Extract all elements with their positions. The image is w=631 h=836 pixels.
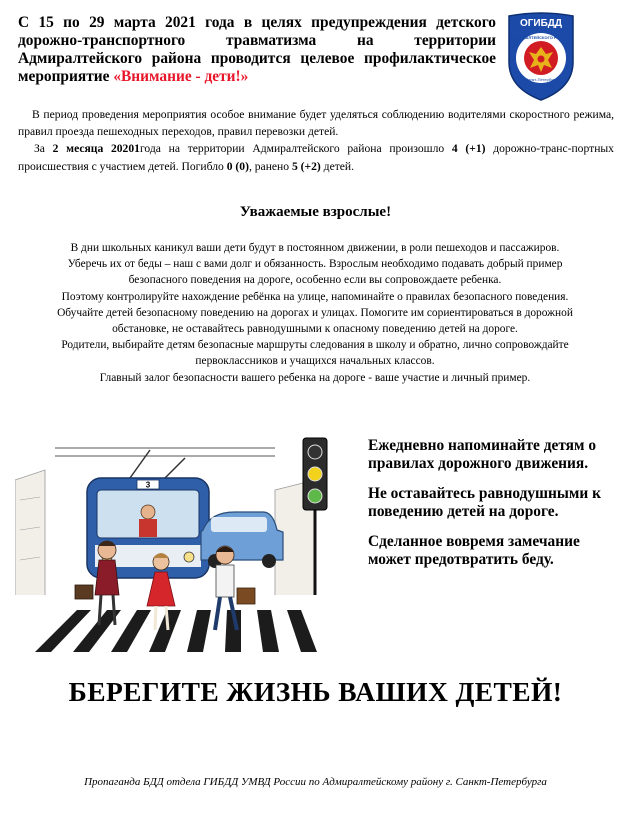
crosswalk-illustration [15,420,340,658]
section-heading: Уважаемые взрослые! [239,204,392,220]
stat-period: 2 месяца 20201 [52,142,140,156]
body-line: обстановке, не оставайтесь равнодушными к опасному поведению детей на дороге. [112,323,518,336]
emblem-city-text: Санкт-Петербург [525,77,557,82]
tip-3: Сделанное вовремя замечание может предотвратить беду. [368,533,580,568]
stat-text: дорожно-транс-портных происшествия с участием детей. Погибло [18,142,614,173]
body-line: первоклассников и учащихся начальных классов. [195,355,435,368]
body-text [14,240,616,386]
safety-tips [368,437,623,581]
intro-paragraph-1: В период проведения мероприятия особое внимание будет уделяться соблюдению водителями скоростного режима, правил проезда пешеходных переходов, правил перевозки детей. [18,108,614,139]
slogan: БЕРЕГИТЕ ЖИЗНЬ ВАШИХ ДЕТЕЙ! [68,676,563,707]
emblem-title: ОГИБДД [519,18,563,29]
intro-paragraph-2 [18,140,614,174]
intro-section [18,106,614,175]
body-line: Родители, выбирайте детям безопасные маршруты следования в школу и обратно, лично сопровождайте [61,339,569,352]
emblem-ring-text: АДМИРАЛТЕЙСКОГО РАЙОНА [511,35,571,40]
stat-accidents: 4 (+1) [451,142,486,156]
body-line: безопасного поведения на дороге, особенно если вы сопровождаете ребенка. [128,274,502,287]
stat-text: , ранено [248,159,292,173]
gibdd-emblem-icon [505,10,577,102]
footer-credit: Пропаганда БДД отдела ГИБДД УМВД России по Адмиралтейскому району г. Санкт-Петербурга [84,776,547,788]
bus-number: 3 [145,480,151,490]
body-line: Обучайте детей безопасному поведению на дорогах и улицах. Помогите им сориентироваться в дорожной [57,306,573,319]
campaign-name: «Внимание - дети!» [113,68,249,85]
body-line: В дни школьных каникул ваши дети будут в постоянном движении, в роли пешеходов и пассажиров. [70,242,560,254]
header-text: С 15 по 29 марта 2021 года в целях предупреждения детского дорожно-транспортного травматизма на территории Адмиралтейского района проводится целевое профилактическое мероприятие [18,14,496,85]
tip-1: Ежедневно напоминайте детям о правилах дорожного движения. [368,437,597,472]
body-line: Поэтому контролируйте нахождение ребёнка на улице, напоминайте о правилах безопасного поведения. [61,290,569,303]
tip-2: Не оставайтесь равнодушными к поведению детей на дороге. [368,485,602,520]
body-line: Главный залог безопасности вашего ребенка на дороге - ваше участие и личный пример. [99,371,531,384]
body-line: Уберечь их от беды – наш с вами долг и обязанность. Взрослым необходимо подавать добрый пример [67,258,563,271]
stat-killed: 0 (0) [226,159,249,173]
stat-text: За [34,142,53,156]
stat-text: детей. [320,159,355,173]
stat-injured: 5 (+2) [291,159,321,173]
header-announcement [18,14,496,86]
stat-text: года на территории Адмиралтейского района произошло [139,142,452,156]
